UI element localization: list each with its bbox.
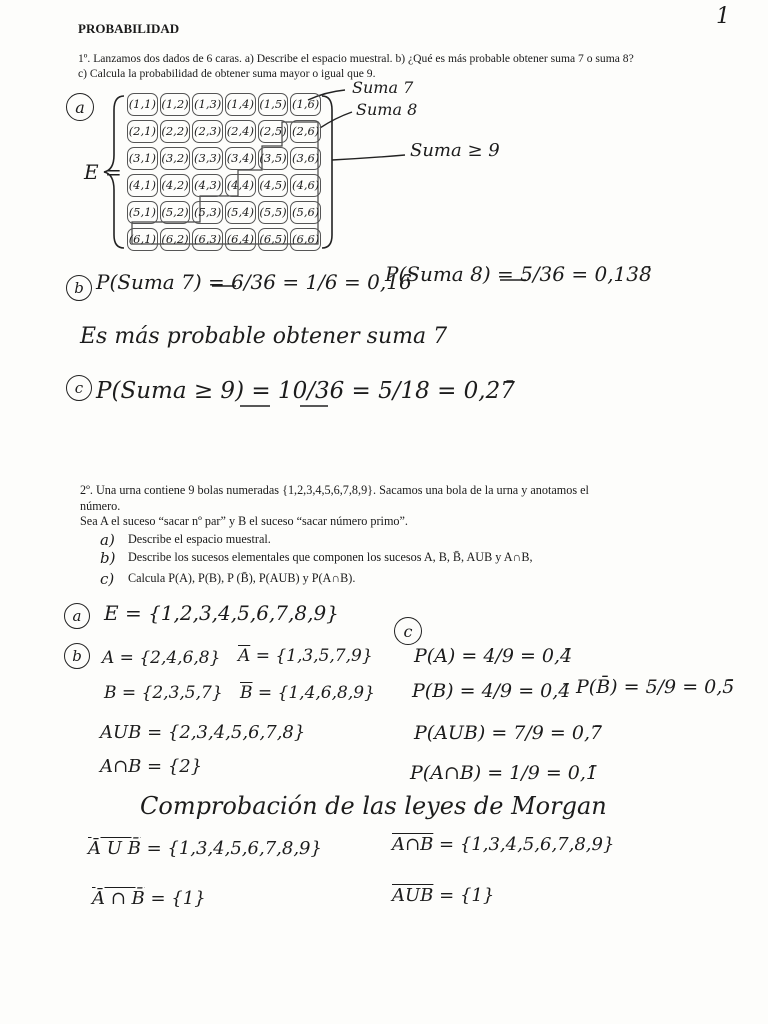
answer-a-circle <box>64 603 90 629</box>
morgan-right-2-expr: $\overline{AUB}$ <box>392 885 434 906</box>
item-c-text: Calcula P(A), P(B), P (B̄), P(AUB) y P(A∩B). <box>128 571 356 585</box>
morgan-left-1-set: = {1,3,4,5,6,7,8,9} <box>146 838 322 859</box>
sample-cell: (3,2) <box>160 147 191 170</box>
part-c-label-1: c <box>74 379 84 397</box>
annotation-suma7: Suma 7 <box>352 78 414 97</box>
prob-AUB: P(AUB) = 7/9 = 0,7̄ <box>414 722 603 744</box>
part-a-label-1: a <box>75 97 85 117</box>
sample-cell: (3,1) <box>127 147 158 170</box>
answer-a-label: a <box>72 607 82 625</box>
morgan-right-1-set: = {1,3,4,5,6,7,8,9} <box>439 834 615 855</box>
sample-cell: (3,5) <box>258 147 289 170</box>
page-number: 1 <box>716 4 730 29</box>
prob-A: P(A) = 4/9 = 0,4̄ <box>414 645 573 667</box>
sample-cell: (6,5) <box>258 228 289 251</box>
sample-cell: (1,3) <box>192 93 223 116</box>
sample-cell: (4,6) <box>290 174 321 197</box>
sample-cell: (2,5) <box>258 120 289 143</box>
sample-cell: (5,5) <box>258 201 289 224</box>
item-c-marker: c) <box>100 570 115 588</box>
sample-cell: (2,2) <box>160 120 191 143</box>
sample-cell: (5,1) <box>127 201 158 224</box>
sample-cell: (6,1) <box>127 228 158 251</box>
set-B-complement <box>240 683 375 703</box>
prob-B: P(B) = 4/9 = 0,4̄ <box>412 680 571 702</box>
answer-b-label: b <box>72 647 82 665</box>
morgan-left-1 <box>88 838 322 859</box>
problem1-line2: c) Calcula la probabilidad de obtener suma mayor o igual que 9. <box>78 67 376 80</box>
sample-cell: (5,6) <box>290 201 321 224</box>
set-AUB: AUB = {2,3,4,5,6,7,8} <box>100 722 306 743</box>
item-a-marker: a) <box>100 531 115 549</box>
sample-cell: (4,4) <box>225 174 256 197</box>
item-b-marker: b) <box>100 549 116 567</box>
annotation-suma9: Suma ≥ 9 <box>410 140 500 161</box>
sample-cell: (2,6) <box>290 120 321 143</box>
problem1-line1: 1º. Lanzamos dos dados de 6 caras. a) Describe el espacio muestral. b) ¿Qué es más probable obtener suma 7 o suma 8? <box>78 52 634 65</box>
part-b-circle-1 <box>66 275 92 301</box>
set-A: A = {2,4,6,8} <box>102 648 221 668</box>
A-complement-symbol: $\overline{A}$ <box>238 646 251 666</box>
sample-cell: (3,6) <box>290 147 321 170</box>
answer-b-circle <box>64 643 90 669</box>
sample-cell: (5,2) <box>160 201 191 224</box>
sample-cell: (4,2) <box>160 174 191 197</box>
part-b-label-1: b <box>74 279 84 297</box>
sample-cell: (6,3) <box>192 228 223 251</box>
sample-cell: (3,3) <box>192 147 223 170</box>
sample-cell: (1,6) <box>290 93 321 116</box>
conclusion-line: Es más probable obtener suma 7 <box>80 324 448 349</box>
item-b-text: Describe los sucesos elementales que componen los sucesos A, B, B̄, AUB y A∩B, <box>128 550 533 564</box>
prob-B-complement: P(B̄) = 5/9 = 0,5̄ <box>576 676 735 698</box>
annotation-suma8: Suma 8 <box>356 100 418 119</box>
prob-suma7: P(Suma 7) = 6/36 = 1/6 = 0,16̄ <box>96 270 412 294</box>
prob-AnB: P(A∩B) = 1/9 = 0,1̄ <box>410 762 599 784</box>
page-title: PROBABILIDAD <box>78 21 180 36</box>
B-complement-symbol: $\overline{B}$ <box>240 683 253 703</box>
sample-cell: (6,6) <box>290 228 321 251</box>
sample-cell: (5,3) <box>192 201 223 224</box>
item-a-text: Describe el espacio muestral. <box>128 532 271 546</box>
sample-cell: (4,3) <box>192 174 223 197</box>
sample-cell: (2,3) <box>192 120 223 143</box>
morgan-right-1 <box>392 834 614 855</box>
sample-space-label: E = <box>84 160 122 184</box>
morgan-left-2-expr: Ā ∩ B̄ <box>92 888 145 909</box>
sample-cell: (6,2) <box>160 228 191 251</box>
morgan-title: Comprobación de las leyes de Morgan <box>140 792 607 820</box>
B-complement-elements: = {1,4,6,8,9} <box>257 683 375 703</box>
sample-cell: (1,4) <box>225 93 256 116</box>
set-AnB: A∩B = {2} <box>100 756 203 777</box>
set-B: B = {2,3,5,7} <box>104 683 223 703</box>
morgan-right-2-set: = {1} <box>439 885 495 906</box>
morgan-left-1-expr: Ā U B̄ <box>88 838 141 859</box>
sample-cell: (4,1) <box>127 174 158 197</box>
sample-space-urn: E = {1,2,3,4,5,6,7,8,9} <box>104 601 339 625</box>
morgan-right-2 <box>392 885 494 906</box>
sample-cell: (3,4) <box>225 147 256 170</box>
sample-cell: (1,1) <box>127 93 158 116</box>
answer-c-label: c <box>403 621 413 641</box>
sample-cell: (5,4) <box>225 201 256 224</box>
answer-c-circle <box>394 617 422 645</box>
morgan-right-1-expr: A∩B <box>392 834 434 855</box>
problem2-line1: 2º. Una urna contiene 9 bolas numeradas {1,2,3,4,5,6,7,8,9}. Sacamos una bola de la urna y anotamos el <box>80 483 589 497</box>
problem2-line3: Sea A el suceso “sacar nº par” y B el suceso “sacar número primo”. <box>80 514 408 528</box>
set-A-complement <box>238 646 373 666</box>
prob-suma9: P(Suma ≥ 9) = 10/36 = 5/18 = 0,27̄ <box>96 378 515 404</box>
sample-cell: (4,5) <box>258 174 289 197</box>
morgan-left-2 <box>92 888 206 909</box>
sample-space-grid <box>126 93 322 251</box>
problem2-line2: número. <box>80 499 121 513</box>
part-c-circle-1 <box>66 375 92 401</box>
prob-suma8: P(Suma 8) = 5/36 = 0,138̄ <box>385 262 652 286</box>
sample-cell: (2,4) <box>225 120 256 143</box>
sample-cell: (1,2) <box>160 93 191 116</box>
sample-cell: (2,1) <box>127 120 158 143</box>
sample-cell: (6,4) <box>225 228 256 251</box>
morgan-left-2-set: = {1} <box>150 888 206 909</box>
sample-cell: (1,5) <box>258 93 289 116</box>
A-complement-elements: = {1,3,5,7,9} <box>255 646 373 666</box>
